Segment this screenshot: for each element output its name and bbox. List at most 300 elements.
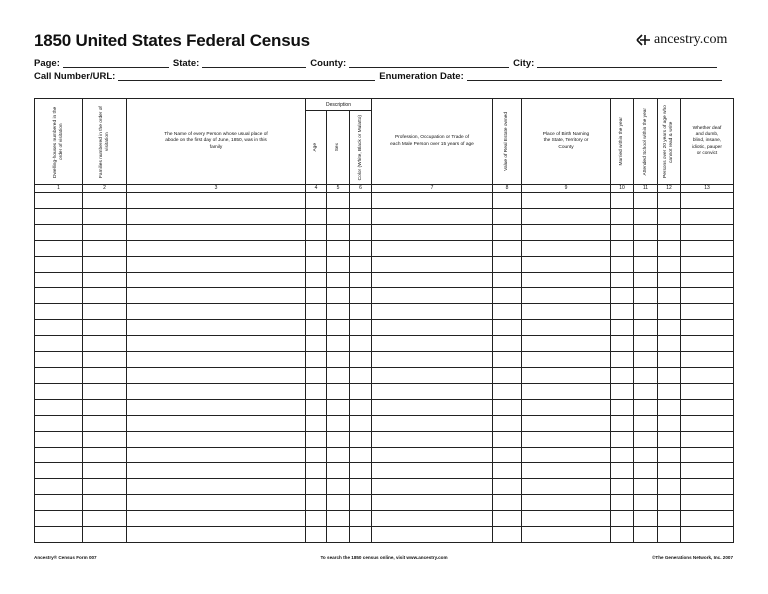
entry-cell[interactable] <box>522 304 611 320</box>
entry-cell[interactable] <box>681 256 734 272</box>
entry-cell[interactable] <box>83 367 127 383</box>
entry-cell[interactable] <box>658 288 681 304</box>
enumeration-date-field[interactable] <box>467 71 722 81</box>
entry-cell[interactable] <box>83 288 127 304</box>
entry-cell[interactable] <box>327 527 350 543</box>
entry-cell[interactable] <box>306 367 327 383</box>
entry-cell[interactable] <box>306 399 327 415</box>
entry-cell[interactable] <box>634 336 658 352</box>
entry-cell[interactable] <box>611 272 634 288</box>
entry-cell[interactable] <box>83 463 127 479</box>
entry-cell[interactable] <box>83 431 127 447</box>
entry-cell[interactable] <box>35 208 83 224</box>
state-label: State: <box>172 58 200 69</box>
entry-cell[interactable] <box>681 527 734 543</box>
entry-cell[interactable] <box>350 415 372 431</box>
entry-cell[interactable] <box>127 240 306 256</box>
entry-cell[interactable] <box>372 495 493 511</box>
entry-cell[interactable] <box>35 193 83 209</box>
entry-cell[interactable] <box>658 352 681 368</box>
entry-cell[interactable] <box>522 240 611 256</box>
entry-cell[interactable] <box>306 527 327 543</box>
entry-cell[interactable] <box>522 527 611 543</box>
entry-cell[interactable] <box>681 224 734 240</box>
entry-cell[interactable] <box>372 193 493 209</box>
entry-cell[interactable] <box>522 447 611 463</box>
entry-cell[interactable] <box>611 495 634 511</box>
state-field[interactable] <box>202 58 306 68</box>
entry-cell[interactable] <box>493 336 522 352</box>
entry-cell[interactable] <box>372 224 493 240</box>
entry-cell[interactable] <box>127 193 306 209</box>
entry-cell[interactable] <box>83 415 127 431</box>
entry-cell[interactable] <box>350 272 372 288</box>
entry-cell[interactable] <box>327 288 350 304</box>
entry-cell[interactable] <box>127 304 306 320</box>
page-field[interactable] <box>63 58 169 68</box>
entry-cell[interactable] <box>327 256 350 272</box>
entry-cell[interactable] <box>493 304 522 320</box>
entry-cell[interactable] <box>522 399 611 415</box>
county-field[interactable] <box>349 58 509 68</box>
entry-cell[interactable] <box>522 193 611 209</box>
entry-cell[interactable] <box>306 240 327 256</box>
entry-cell[interactable] <box>372 383 493 399</box>
entry-cell[interactable] <box>634 479 658 495</box>
entry-cell[interactable] <box>493 193 522 209</box>
entry-cell[interactable] <box>611 527 634 543</box>
entry-cell[interactable] <box>127 367 306 383</box>
entry-cell[interactable] <box>327 463 350 479</box>
entry-cell[interactable] <box>634 208 658 224</box>
entry-cell[interactable] <box>658 399 681 415</box>
entry-cell[interactable] <box>658 240 681 256</box>
entry-cell[interactable] <box>658 527 681 543</box>
entry-cell[interactable] <box>611 336 634 352</box>
entry-cell[interactable] <box>372 336 493 352</box>
entry-cell[interactable] <box>127 463 306 479</box>
entry-cell[interactable] <box>493 272 522 288</box>
entry-cell[interactable] <box>658 224 681 240</box>
entry-cell[interactable] <box>350 383 372 399</box>
entry-cell[interactable] <box>611 399 634 415</box>
entry-cell[interactable] <box>658 511 681 527</box>
entry-cell[interactable] <box>658 495 681 511</box>
entry-cell[interactable] <box>83 336 127 352</box>
entry-cell[interactable] <box>493 367 522 383</box>
entry-cell[interactable] <box>350 495 372 511</box>
entry-cell[interactable] <box>634 256 658 272</box>
entry-cell[interactable] <box>493 383 522 399</box>
entry-cell[interactable] <box>522 511 611 527</box>
entry-cell[interactable] <box>611 447 634 463</box>
entry-cell[interactable] <box>306 193 327 209</box>
entry-cell[interactable] <box>634 272 658 288</box>
entry-cell[interactable] <box>634 352 658 368</box>
entry-cell[interactable] <box>681 495 734 511</box>
entry-cell[interactable] <box>658 336 681 352</box>
entry-cell[interactable] <box>522 336 611 352</box>
entry-cell[interactable] <box>35 527 83 543</box>
entry-cell[interactable] <box>522 367 611 383</box>
entry-cell[interactable] <box>327 208 350 224</box>
entry-cell[interactable] <box>611 383 634 399</box>
entry-cell[interactable] <box>350 224 372 240</box>
entry-cell[interactable] <box>681 208 734 224</box>
entry-cell[interactable] <box>681 383 734 399</box>
entry-cell[interactable] <box>83 272 127 288</box>
entry-cell[interactable] <box>493 352 522 368</box>
entry-cell[interactable] <box>35 288 83 304</box>
entry-cell[interactable] <box>493 479 522 495</box>
entry-cell[interactable] <box>306 224 327 240</box>
entry-cell[interactable] <box>493 288 522 304</box>
entry-cell[interactable] <box>681 415 734 431</box>
entry-cell[interactable] <box>350 399 372 415</box>
entry-cell[interactable] <box>306 383 327 399</box>
entry-cell[interactable] <box>83 208 127 224</box>
entry-cell[interactable] <box>611 240 634 256</box>
entry-cell[interactable] <box>306 352 327 368</box>
entry-cell[interactable] <box>83 224 127 240</box>
entry-cell[interactable] <box>350 336 372 352</box>
entry-cell[interactable] <box>634 240 658 256</box>
entry-cell[interactable] <box>634 431 658 447</box>
footer-form-number: Ancestry® Census Form 007 <box>34 555 97 560</box>
entry-cell[interactable] <box>127 495 306 511</box>
entry-cell[interactable] <box>83 193 127 209</box>
entry-cell[interactable] <box>522 431 611 447</box>
entry-cell[interactable] <box>327 431 350 447</box>
entry-cell[interactable] <box>327 511 350 527</box>
entry-cell[interactable] <box>35 240 83 256</box>
entry-cell[interactable] <box>127 256 306 272</box>
entry-cell[interactable] <box>327 352 350 368</box>
entry-cell[interactable] <box>493 224 522 240</box>
entry-cell[interactable] <box>35 447 83 463</box>
entry-cell[interactable] <box>306 320 327 336</box>
entry-cell[interactable] <box>522 463 611 479</box>
entry-cell[interactable] <box>327 479 350 495</box>
entry-cell[interactable] <box>327 447 350 463</box>
entry-cell[interactable] <box>522 479 611 495</box>
entry-cell[interactable] <box>681 463 734 479</box>
entry-cell[interactable] <box>658 479 681 495</box>
entry-cell[interactable] <box>127 415 306 431</box>
entry-cell[interactable] <box>83 383 127 399</box>
entry-cell[interactable] <box>658 431 681 447</box>
entry-cell[interactable] <box>658 383 681 399</box>
entry-cell[interactable] <box>35 336 83 352</box>
entry-cell[interactable] <box>611 367 634 383</box>
entry-cell[interactable] <box>681 304 734 320</box>
entry-cell[interactable] <box>611 224 634 240</box>
entry-cell[interactable] <box>327 240 350 256</box>
entry-cell[interactable] <box>35 399 83 415</box>
entry-cell[interactable] <box>611 320 634 336</box>
entry-cell[interactable] <box>493 208 522 224</box>
entry-cell[interactable] <box>350 527 372 543</box>
entry-cell[interactable] <box>35 431 83 447</box>
entry-cell[interactable] <box>350 304 372 320</box>
entry-cell[interactable] <box>634 495 658 511</box>
entry-cell[interactable] <box>35 224 83 240</box>
entry-cell[interactable] <box>127 352 306 368</box>
entry-cell[interactable] <box>306 511 327 527</box>
entry-cell[interactable] <box>83 479 127 495</box>
entry-cell[interactable] <box>493 527 522 543</box>
entry-cell[interactable] <box>634 367 658 383</box>
entry-cell[interactable] <box>35 352 83 368</box>
entry-cell[interactable] <box>634 447 658 463</box>
entry-cell[interactable] <box>306 304 327 320</box>
entry-cell[interactable] <box>306 431 327 447</box>
entry-cell[interactable] <box>681 511 734 527</box>
entry-cell[interactable] <box>372 431 493 447</box>
entry-cell[interactable] <box>83 256 127 272</box>
entry-cell[interactable] <box>658 415 681 431</box>
entry-cell[interactable] <box>306 256 327 272</box>
entry-cell[interactable] <box>658 304 681 320</box>
entry-cell[interactable] <box>611 193 634 209</box>
entry-cell[interactable] <box>493 240 522 256</box>
city-field[interactable] <box>537 58 717 68</box>
entry-cell[interactable] <box>522 352 611 368</box>
entry-cell[interactable] <box>372 272 493 288</box>
entry-cell[interactable] <box>327 399 350 415</box>
entry-cell[interactable] <box>372 367 493 383</box>
entry-cell[interactable] <box>327 272 350 288</box>
entry-cell[interactable] <box>658 463 681 479</box>
entry-cell[interactable] <box>83 304 127 320</box>
entry-cell[interactable] <box>350 320 372 336</box>
entry-cell[interactable] <box>522 224 611 240</box>
entry-cell[interactable] <box>35 272 83 288</box>
entry-cell[interactable] <box>372 352 493 368</box>
entry-cell[interactable] <box>306 208 327 224</box>
entry-cell[interactable] <box>83 527 127 543</box>
entry-cell[interactable] <box>493 511 522 527</box>
entry-cell[interactable] <box>634 193 658 209</box>
entry-cell[interactable] <box>658 272 681 288</box>
entry-cell[interactable] <box>350 431 372 447</box>
entry-cell[interactable] <box>634 463 658 479</box>
entry-cell[interactable] <box>372 304 493 320</box>
entry-cell[interactable] <box>350 367 372 383</box>
entry-cell[interactable] <box>493 399 522 415</box>
entry-cell[interactable] <box>658 256 681 272</box>
entry-cell[interactable] <box>35 320 83 336</box>
entry-cell[interactable] <box>681 352 734 368</box>
entry-cell[interactable] <box>327 383 350 399</box>
entry-cell[interactable] <box>83 495 127 511</box>
entry-cell[interactable] <box>83 399 127 415</box>
entry-cell[interactable] <box>350 511 372 527</box>
entry-cell[interactable] <box>127 320 306 336</box>
entry-cell[interactable] <box>372 415 493 431</box>
entry-cell[interactable] <box>306 495 327 511</box>
entry-cell[interactable] <box>306 479 327 495</box>
entry-cell[interactable] <box>127 336 306 352</box>
entry-cell[interactable] <box>35 479 83 495</box>
entry-cell[interactable] <box>127 272 306 288</box>
entry-cell[interactable] <box>681 288 734 304</box>
entry-cell[interactable] <box>522 208 611 224</box>
entry-cell[interactable] <box>306 336 327 352</box>
entry-cell[interactable] <box>327 367 350 383</box>
entry-cell[interactable] <box>372 399 493 415</box>
entry-cell[interactable] <box>681 399 734 415</box>
entry-cell[interactable] <box>306 415 327 431</box>
entry-cell[interactable] <box>658 367 681 383</box>
entry-cell[interactable] <box>493 447 522 463</box>
entry-cell[interactable] <box>611 304 634 320</box>
entry-cell[interactable] <box>681 367 734 383</box>
entry-cell[interactable] <box>634 288 658 304</box>
entry-cell[interactable] <box>327 320 350 336</box>
entry-cell[interactable] <box>127 511 306 527</box>
entry-cell[interactable] <box>83 511 127 527</box>
entry-cell[interactable] <box>611 352 634 368</box>
entry-cell[interactable] <box>327 495 350 511</box>
entry-cell[interactable] <box>306 272 327 288</box>
entry-cell[interactable] <box>350 447 372 463</box>
enumeration-date-label: Enumeration Date: <box>379 71 464 82</box>
entry-cell[interactable] <box>35 511 83 527</box>
entry-cell[interactable] <box>127 288 306 304</box>
entry-cell[interactable] <box>350 208 372 224</box>
entry-cell[interactable] <box>522 495 611 511</box>
entry-cell[interactable] <box>493 415 522 431</box>
entry-cell[interactable] <box>372 320 493 336</box>
entry-cell[interactable] <box>681 193 734 209</box>
entry-cell[interactable] <box>372 511 493 527</box>
entry-cell[interactable] <box>658 193 681 209</box>
entry-cell[interactable] <box>658 320 681 336</box>
entry-cell[interactable] <box>350 288 372 304</box>
entry-cell[interactable] <box>493 256 522 272</box>
entry-cell[interactable] <box>127 431 306 447</box>
entry-cell[interactable] <box>634 527 658 543</box>
entry-cell[interactable] <box>350 240 372 256</box>
entry-cell[interactable] <box>681 447 734 463</box>
entry-cell[interactable] <box>372 240 493 256</box>
entry-cell[interactable] <box>327 193 350 209</box>
entry-cell[interactable] <box>372 479 493 495</box>
entry-cell[interactable] <box>634 415 658 431</box>
entry-cell[interactable] <box>372 463 493 479</box>
entry-cell[interactable] <box>611 208 634 224</box>
county-label: County: <box>310 58 347 69</box>
entry-cell[interactable] <box>522 415 611 431</box>
entry-cell[interactable] <box>127 399 306 415</box>
call-number-field[interactable] <box>118 71 375 81</box>
entry-cell[interactable] <box>681 336 734 352</box>
entry-cell[interactable] <box>372 527 493 543</box>
entry-cell[interactable] <box>127 479 306 495</box>
entry-cell[interactable] <box>658 208 681 224</box>
entry-cell[interactable] <box>681 479 734 495</box>
entry-cell[interactable] <box>681 240 734 256</box>
entry-cell[interactable] <box>611 431 634 447</box>
entry-cell[interactable] <box>611 463 634 479</box>
entry-cell[interactable] <box>327 415 350 431</box>
entry-cell[interactable] <box>372 256 493 272</box>
entry-cell[interactable] <box>83 320 127 336</box>
entry-cell[interactable] <box>306 288 327 304</box>
entry-cell[interactable] <box>350 352 372 368</box>
entry-cell[interactable] <box>350 193 372 209</box>
entry-cell[interactable] <box>83 352 127 368</box>
entry-cell[interactable] <box>611 256 634 272</box>
entry-cell[interactable] <box>634 304 658 320</box>
entry-cell[interactable] <box>634 320 658 336</box>
entry-cell[interactable] <box>522 256 611 272</box>
entry-cell[interactable] <box>350 479 372 495</box>
entry-cell[interactable] <box>83 240 127 256</box>
entry-cell[interactable] <box>372 208 493 224</box>
entry-cell[interactable] <box>611 479 634 495</box>
entry-cell[interactable] <box>681 272 734 288</box>
entry-cell[interactable] <box>327 304 350 320</box>
entry-cell[interactable] <box>327 336 350 352</box>
entry-cell[interactable] <box>681 320 734 336</box>
entry-cell[interactable] <box>350 256 372 272</box>
entry-cell[interactable] <box>350 463 372 479</box>
entry-cell[interactable] <box>522 320 611 336</box>
entry-cell[interactable] <box>634 383 658 399</box>
entry-cell[interactable] <box>493 495 522 511</box>
entry-cell[interactable] <box>658 447 681 463</box>
entry-cell[interactable] <box>127 224 306 240</box>
column-number: 8 <box>493 185 522 193</box>
entry-cell[interactable] <box>372 288 493 304</box>
entry-cell[interactable] <box>522 383 611 399</box>
entry-cell[interactable] <box>83 447 127 463</box>
entry-cell[interactable] <box>35 495 83 511</box>
entry-cell[interactable] <box>634 399 658 415</box>
entry-cell[interactable] <box>611 415 634 431</box>
entry-cell[interactable] <box>681 431 734 447</box>
entry-cell[interactable] <box>611 288 634 304</box>
entry-cell[interactable] <box>372 447 493 463</box>
entry-cell[interactable] <box>35 383 83 399</box>
entry-cell[interactable] <box>127 208 306 224</box>
entry-cell[interactable] <box>611 511 634 527</box>
entry-cell[interactable] <box>127 447 306 463</box>
entry-cell[interactable] <box>634 224 658 240</box>
entry-cell[interactable] <box>35 304 83 320</box>
entry-cell[interactable] <box>634 511 658 527</box>
entry-cell[interactable] <box>493 431 522 447</box>
entry-cell[interactable] <box>327 224 350 240</box>
entry-cell[interactable] <box>493 320 522 336</box>
entry-cell[interactable] <box>522 288 611 304</box>
entry-cell[interactable] <box>35 367 83 383</box>
entry-cell[interactable] <box>35 256 83 272</box>
entry-cell[interactable] <box>35 415 83 431</box>
entry-cell[interactable] <box>35 463 83 479</box>
table-row <box>35 527 734 543</box>
entry-cell[interactable] <box>127 383 306 399</box>
entry-cell[interactable] <box>522 272 611 288</box>
entry-cell[interactable] <box>493 463 522 479</box>
column-header-color: Color (White, Black or Mulatto) <box>350 111 372 185</box>
table-row <box>35 288 734 304</box>
entry-cell[interactable] <box>127 527 306 543</box>
entry-cell[interactable] <box>306 463 327 479</box>
entry-cell[interactable] <box>306 447 327 463</box>
